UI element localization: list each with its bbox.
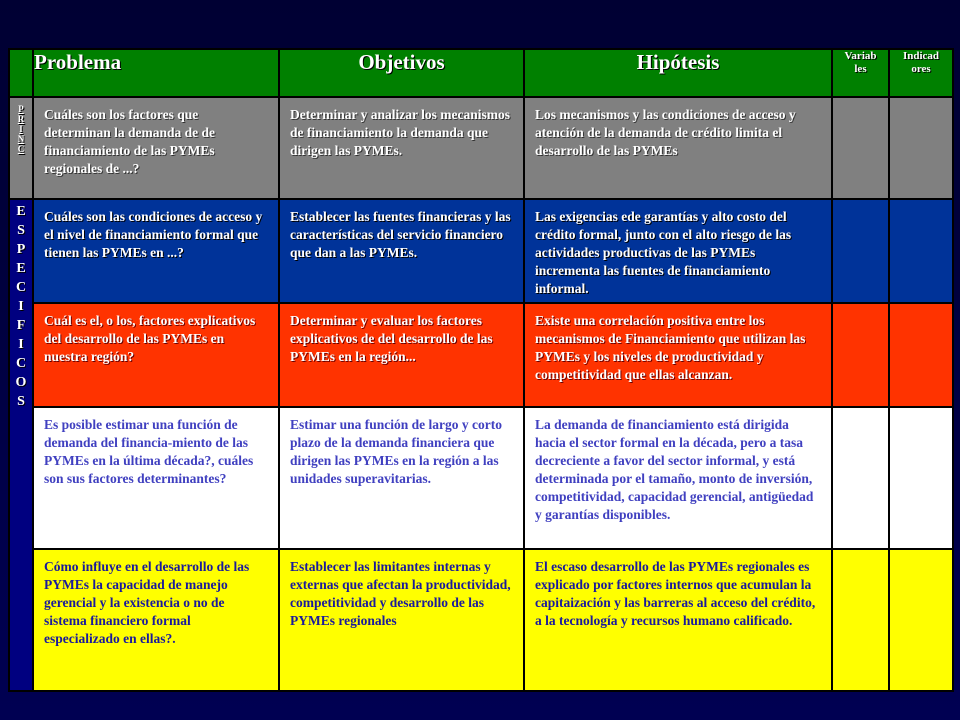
- cell-objetivos: [279, 407, 524, 549]
- header-indicadores: [889, 49, 953, 97]
- side-letter: S: [17, 394, 25, 409]
- cell-text: Cómo influye en el desarrollo de las PYMEs la capacidad de manejo gerencial y la existencia o no de sistema financiero formal especializado en ellas?.: [44, 559, 250, 646]
- cell-text: Estimar una función de largo y corto plazo de la demanda financiera que dirigen las PYMEs en la región a las unidades superavitarias.: [290, 417, 502, 486]
- cell-indicadores: [889, 97, 953, 199]
- header-row: [9, 49, 953, 97]
- cell-variables: [832, 199, 889, 303]
- cell-text: El escaso desarrollo de las PYMEs regionales es explicado por factores internos que acumulan la capitaización y las barreras al acceso del crédito, a la tecnología y recursos humano calificado.: [535, 559, 816, 628]
- cell-variables: [832, 549, 889, 691]
- header-variables-line2: les: [854, 63, 867, 75]
- side-letter: P: [18, 104, 24, 114]
- cell-indicadores: [889, 407, 953, 549]
- cell-hipotesis: [524, 407, 832, 549]
- cell-indicadores: [889, 549, 953, 691]
- side-letter: P: [16, 242, 26, 257]
- cell-indicadores: [889, 303, 953, 407]
- side-letter: C: [15, 356, 27, 371]
- side-letter: O: [15, 375, 27, 390]
- cell-hipotesis: [524, 303, 832, 407]
- cell-problema: [33, 549, 279, 691]
- cell-variables: [832, 97, 889, 199]
- cell-variables: [832, 303, 889, 407]
- cell-text: Cuáles son los factores que determinan la demanda de de financiamiento de las PYMEs regionales de ...?: [44, 107, 216, 176]
- matrix-table: [8, 48, 954, 692]
- table-row: [9, 97, 953, 199]
- header-variables: [832, 49, 889, 97]
- side-letter: C: [15, 280, 27, 295]
- header-problema: Problema: [33, 49, 279, 97]
- cell-text: Cuáles son las condiciones de acceso y el nivel de financiamiento formal que tienen las PYMEs en ...?: [44, 209, 263, 260]
- cell-text: Establecer las limitantes internas y externas que afectan la productividad, competitividad y desarrollo de las PYMEs regionales: [290, 559, 511, 628]
- cell-text: Determinar y analizar los mecanismos de financiamiento la demanda que dirigen las PYMEs.: [290, 107, 510, 158]
- cell-text: Existe una correlación positiva entre los mecanismos de Financiamiento que utilizan las PYMEs y los niveles de productividad y competitividad que ellas alcanzan.: [535, 313, 806, 382]
- cell-problema: [33, 199, 279, 303]
- cell-text: Los mecanismos y las condiciones de acceso y atención de la demanda de crédito limita el desarrollo de las PYMEs: [535, 107, 796, 158]
- cell-problema: [33, 97, 279, 199]
- cell-text: Las exigencias ede garantías y alto costo del crédito formal, junto con el alto riesgo de las actividades productivas de las PYMEs incrementa las fuentes de financiamiento informal.: [535, 209, 792, 296]
- cell-problema: [33, 407, 279, 549]
- cell-hipotesis: [524, 97, 832, 199]
- table-row: [9, 549, 953, 691]
- cell-text: La demanda de financiamiento está dirigida hacia el sector formal en la década, pero a tasa decreciente a favor del sector informal, y está determinada por el tamaño, monto de inversión, competitividad, capacidad gerencial, antigüedad y garantías disponibles.: [535, 417, 814, 522]
- side-letter: R: [17, 114, 25, 124]
- header-indicadores-line2: ores: [911, 63, 931, 75]
- side-letter: E: [16, 204, 26, 219]
- table-row: [9, 407, 953, 549]
- table-row: [9, 199, 953, 303]
- header-indicadores-line1: Indicad: [902, 50, 940, 62]
- side-letter: C: [17, 144, 25, 154]
- header-variables-line1: Variab: [844, 50, 877, 62]
- cell-hipotesis: [524, 199, 832, 303]
- side-letter: N: [17, 134, 25, 144]
- side-label-principal: [9, 97, 33, 199]
- cell-indicadores: [889, 199, 953, 303]
- side-letter: S: [17, 223, 25, 238]
- table-row: [9, 303, 953, 407]
- header-corner: [9, 49, 33, 97]
- cell-text: Cuál es el, o los, factores explicativos del desarrollo de las PYMEs en nuestra región?: [44, 313, 256, 364]
- side-letter: F: [16, 318, 26, 333]
- cell-objetivos: [279, 549, 524, 691]
- header-hipotesis: Hipótesis: [524, 49, 832, 97]
- header-objetivos: Objetivos: [279, 49, 524, 97]
- side-label-especificos: [9, 199, 33, 691]
- side-letter: I: [18, 299, 24, 314]
- cell-variables: [832, 407, 889, 549]
- cell-hipotesis: [524, 549, 832, 691]
- cell-text: Determinar y evaluar los factores explicativos de del desarrollo de las PYMEs en la región...: [290, 313, 493, 364]
- cell-objetivos: [279, 97, 524, 199]
- cell-problema: [33, 303, 279, 407]
- side-letter: I: [18, 337, 24, 352]
- cell-objetivos: [279, 199, 524, 303]
- cell-objetivos: [279, 303, 524, 407]
- cell-text: Establecer las fuentes financieras y las características del servicio financiero que dan a las PYMEs.: [290, 209, 511, 260]
- side-letter: E: [16, 261, 26, 276]
- cell-text: Es posible estimar una función de demanda del financia-miento de las PYMEs en la última década?, cuáles son sus factores determinantes?: [44, 417, 254, 486]
- side-letter: I: [19, 124, 23, 134]
